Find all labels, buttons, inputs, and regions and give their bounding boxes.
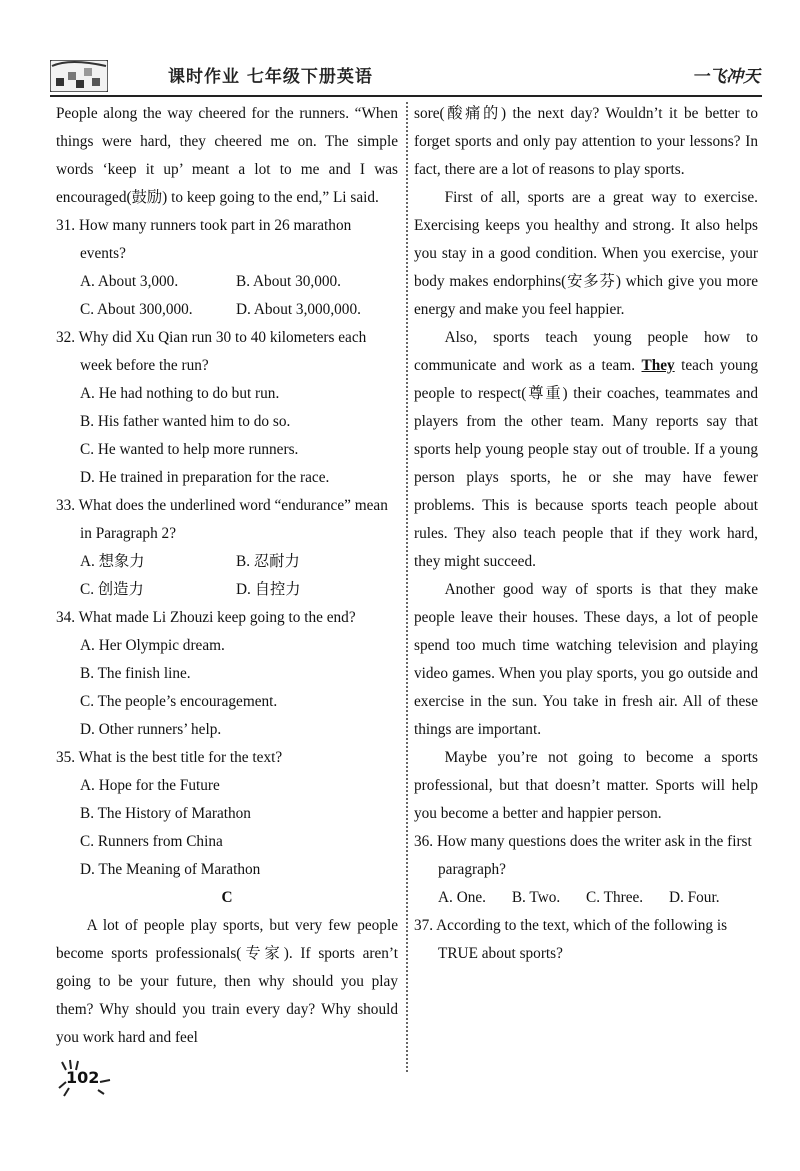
passage-c-paragraph-1: A lot of people play sports, but very few people become sports professionals(专家). If sports aren’t going to be your future, then why should you play them? Why should you train every day? Why should you work hard and feel [56,917,398,1046]
option-31a: A. About 3,000. [80,273,179,290]
header-divider [50,95,762,97]
question-31-options-row-2 [56,296,398,324]
option-31b: B. About 30,000. [236,273,341,290]
option-34d: D. Other runners’ help. [80,721,222,738]
right-column [414,100,758,968]
option-32a: A. He had nothing to do but run. [80,385,280,402]
left-column [56,100,398,1052]
question-32: 32. Why did Xu Qian run 30 to 40 kilometers each week before the run? [56,329,367,374]
passage-c-paragraph-1-continued: sore(酸痛的) the next day? Wouldn’t it be better to forget sports and only pay attention to your lessons? In fact, there are a lot of reasons to play sports. [414,105,758,178]
option-36a: A. One. [438,889,487,906]
passage-c-paragraph-2: First of all, sports are a great way to exercise. Exercising keeps you healthy and strong. It also helps you stay in a good condition. When you exercise, your body makes endorphins(安多芬) which give you more energy and make you feel happier. [414,189,758,318]
option-35d: D. The Meaning of Marathon [80,861,261,878]
checker-decoration-icon [50,60,108,92]
section-c-heading: C [221,889,233,906]
question-36-options [414,884,758,912]
question-37: 37. According to the text, which of the following is TRUE about sports? [414,917,728,962]
option-36b: B. Two. [511,889,561,906]
option-36c: C. Three. [586,889,644,906]
option-34a: A. Her Olympic dream. [80,637,225,654]
option-33a: A. 想象力 [80,553,145,570]
underlined-word-they: They [641,357,675,374]
column-divider [406,102,408,1072]
page-number-badge [56,1058,116,1098]
option-31c: C. About 300,000. [80,301,193,318]
question-33-options-row-1 [56,548,398,576]
passage-b-ending: People along the way cheered for the runners. “When things were hard, they cheered me on. The simple words ‘keep it up’ meant a lot to me and I was encouraged(鼓励) to keep going to the end,” Li said. [56,105,398,206]
option-33b: B. 忍耐力 [236,553,300,570]
option-32b: B. His father wanted him to do so. [80,413,291,430]
option-32c: C. He wanted to help more runners. [80,441,299,458]
option-35c: C. Runners from China [80,833,223,850]
question-31: 31. How many runners took part in 26 marathon events? [56,217,352,262]
passage-c-paragraph-5: Maybe you’re not going to become a sports professional, but that doesn’t matter. Sports will help you become a better and happier person. [414,749,758,822]
option-33d: D. 自控力 [236,581,301,598]
series-title: 课时作业 七年级下册英语 [168,67,373,87]
option-33c: C. 创造力 [80,581,144,598]
option-35a: A. Hope for the Future [80,777,220,794]
paragraph-3-part-2: teach young people to respect(尊重) their coaches, teammates and players from the other team. Many reports say that sports help young people stay out of trouble. If a young person plays sports, he or she may have fewer problems. This is because sports teach people about rules. They also teach people that if they work hard, they might succeed. [414,357,758,570]
question-35: 35. What is the best title for the text? [56,749,283,766]
option-32d: D. He trained in preparation for the race. [80,469,330,486]
option-36d: D. Four. [668,889,720,906]
question-33: 33. What does the underlined word “endurance” mean in Paragraph 2? [56,497,388,542]
question-33-options-row-2 [56,576,398,604]
paragraph-3-part-1: Also, sports teach young people how to communicate and work as a team. [414,329,758,374]
question-36: 36. How many questions does the writer ask in the first paragraph? [414,833,752,878]
question-31-options-row-1 [56,268,398,296]
page-number: 102 [66,1068,100,1087]
option-34c: C. The people’s encouragement. [80,693,278,710]
option-31d: D. About 3,000,000. [236,301,361,318]
option-34b: B. The finish line. [80,665,191,682]
question-34: 34. What made Li Zhouzi keep going to the end? [56,609,356,626]
page-header [50,58,762,98]
passage-c-paragraph-3 [414,324,758,576]
brand-logo: 一飞冲天 [692,67,760,87]
passage-c-paragraph-4: Another good way of sports is that they make people leave their houses. These days, a lot of people spend too much time watching television and playing video games. When you play sports, you go outside and exercise in the sun. You take in fresh air. All of these things are important. [414,581,758,738]
option-35b: B. The History of Marathon [80,805,251,822]
